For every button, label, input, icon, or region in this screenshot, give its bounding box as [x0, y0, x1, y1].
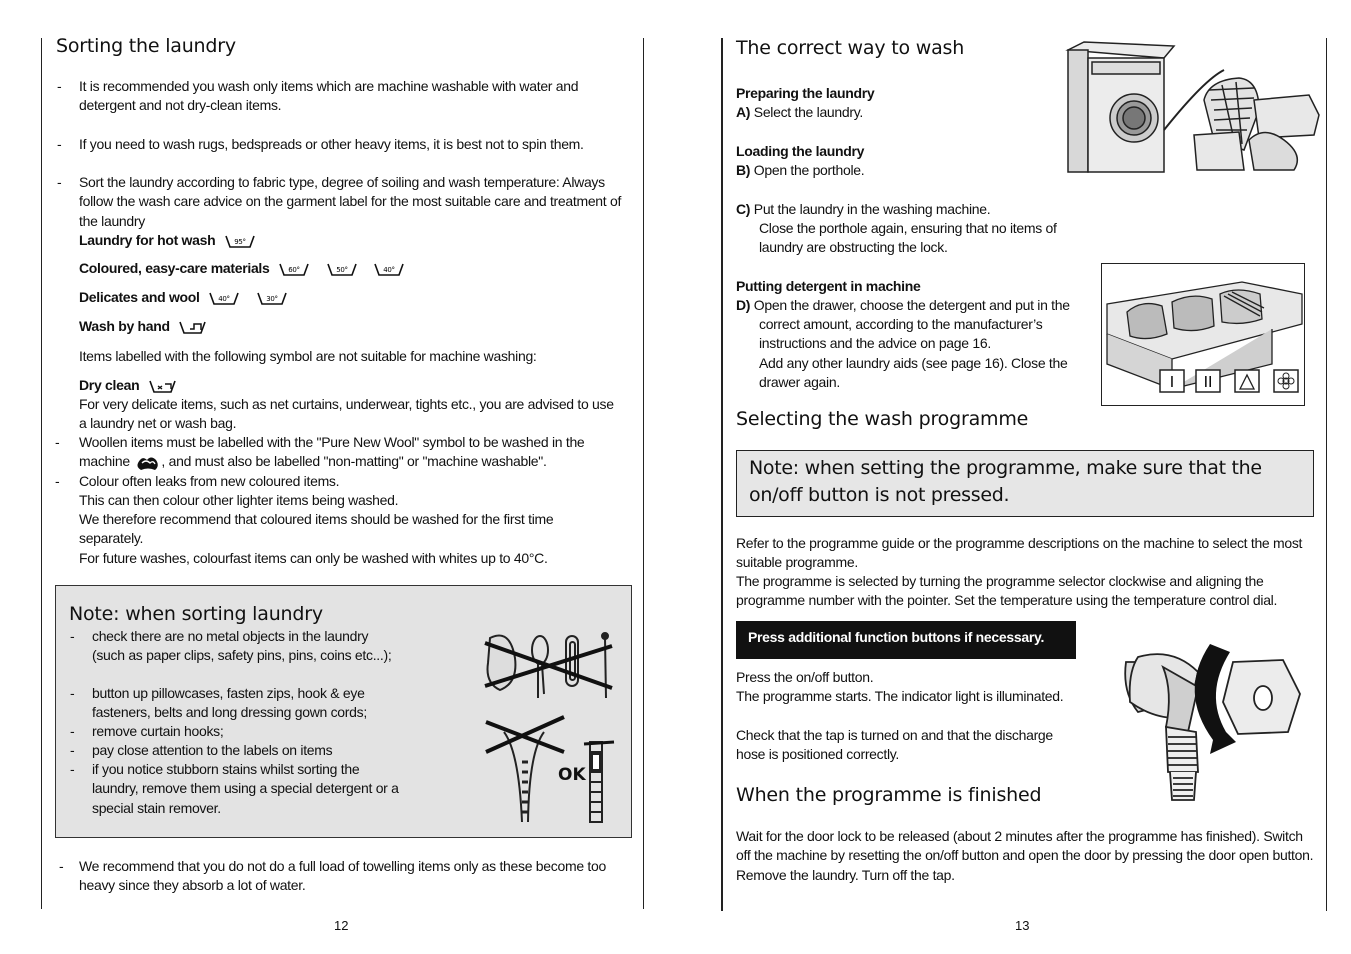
- bullet-heavy-items: If you need to wash rugs, bedspreads or other heavy items, it is best not to spin them.: [79, 136, 584, 152]
- woollen-text-a: Woollen items must be labelled with the "Pure New Wool" symbol to be washed in the machine: [79, 434, 585, 470]
- wash-tub-60-icon: [279, 261, 309, 277]
- svg-text:I: I: [1169, 373, 1175, 391]
- wash-tub-40-icon: [209, 290, 239, 306]
- bullet-dash: -: [70, 685, 75, 701]
- selector-text: The programme is selected by turning the programme selector clockwise and aligning the programme number with the pointer. Set the temperature using the temperature control dial.: [736, 573, 1278, 609]
- svg-text:30°: 30°: [266, 295, 278, 304]
- note-item-hooks: remove curtain hooks;: [92, 723, 224, 739]
- svg-text:60°: 60°: [288, 266, 300, 275]
- delicates-label: Delicates and wool: [79, 289, 200, 305]
- bullet-dash: -: [70, 723, 75, 739]
- bullet-dash: -: [59, 858, 64, 874]
- loading-heading: Loading the laundry: [736, 143, 865, 159]
- bullet-sort: Sort the laundry according to fabric type, degree of soiling and wash temperature: Always follow the wash care advice on the garment label for the most suitable care and treatment of the laundry: [79, 174, 622, 229]
- preparing-heading: Preparing the laundry: [736, 85, 875, 101]
- zip-illustration: [484, 712, 620, 826]
- hot-wash-label: Laundry for hot wash: [79, 232, 216, 248]
- hand-wash-icon: [179, 319, 207, 335]
- wash-tub-30-icon: [257, 290, 287, 306]
- refer-text: Refer to the programme guide or the programme descriptions on the machine to select the most suitable programme.: [736, 535, 1303, 571]
- towelling-text: We recommend that you do not do a full load of towelling items only as these become too heavy since they absorb a lot of water.: [79, 858, 606, 894]
- metal-objects-crossed-illustration: [480, 628, 620, 700]
- detergent-step-d-aids: Add any other laundry aids (see page 16). Close the drawer again.: [759, 355, 1068, 391]
- compartment-labels: [1158, 368, 1308, 398]
- bullet-washable: It is recommended you wash only items which are machine washable with water and detergent and not dry-clean items.: [79, 78, 579, 114]
- wool-symbol-icon: [136, 454, 160, 472]
- note-item-stains: if you notice stubborn stains whilst sorting the laundry, remove them using a special detergent or a special stain remover.: [92, 761, 399, 816]
- dry-clean-line: [79, 376, 177, 395]
- bullet-dash: -: [57, 174, 62, 190]
- step-c-text: Put the laundry in the washing machine.: [750, 201, 991, 217]
- loading-step-c: [736, 200, 990, 219]
- loading-step-c-continued: Close the porthole again, ensuring that no items of laundry are obstructing the lock.: [759, 220, 1057, 256]
- woollen-text: [79, 433, 624, 472]
- tap-illustration: [1118, 632, 1308, 804]
- bullet-dash: -: [55, 473, 60, 489]
- detergent-step-d-continued: correct amount, according to the manufacturer’s instructions and the advice on page 16.: [759, 316, 1043, 352]
- bullet-dash: -: [70, 742, 75, 758]
- note-item-buttons: button up pillowcases, fasten zips, hook & eye fasteners, belts and long dressing gown cords;: [92, 685, 367, 721]
- selecting-title: Selecting the wash programme: [736, 408, 1029, 430]
- detergent-drawer-illustration: [1101, 263, 1305, 406]
- svg-text:40°: 40°: [218, 295, 230, 304]
- right-center-rule: [721, 38, 723, 911]
- bullet-dash: -: [70, 761, 75, 777]
- delicates-line: [79, 288, 287, 307]
- press-onoff-text: Press the on/off button.: [736, 669, 874, 685]
- programme-starts-text: The programme starts. The indicator light is illuminated.: [736, 688, 1064, 704]
- right-margin-rule: [1326, 38, 1327, 911]
- colour-separate-text: We therefore recommend that coloured items should be washed for the first time separately.: [79, 511, 554, 547]
- wash-tub-40-icon: [374, 261, 404, 277]
- step-b-letter: B): [736, 162, 751, 178]
- bullet-dash: -: [70, 628, 75, 644]
- colour-future-text: For future washes, colourfast items can only be washed with whites up to 40°C.: [79, 550, 548, 566]
- left-center-rule: [643, 38, 644, 909]
- preparing-step-a: [736, 103, 863, 122]
- correct-way-title: The correct way to wash: [736, 37, 965, 59]
- step-a-text: Select the laundry.: [750, 104, 863, 120]
- step-a-letter: A): [736, 104, 751, 120]
- sorting-title: Sorting the laundry: [56, 35, 236, 57]
- note-programme-box: Note: when setting the programme, make sure that the on/off button is not pressed.: [736, 450, 1314, 517]
- coloured-line: [79, 259, 404, 278]
- detergent-heading: Putting detergent in machine: [736, 278, 921, 294]
- colour-other-text: This can then colour other lighter items being washed.: [79, 492, 399, 508]
- woollen-text-b: , and must also be labelled "non-matting" or "machine washable".: [161, 453, 547, 470]
- svg-text:II: II: [1203, 373, 1213, 391]
- page-number-left: 12: [334, 918, 349, 933]
- not-suitable-text: Items labelled with the following symbol are not suitable for machine washing:: [79, 348, 537, 364]
- hot-wash-line: [79, 231, 255, 250]
- hand-wash-line: [79, 317, 207, 336]
- wash-tub-50-icon: [327, 261, 357, 277]
- page-number-right: 13: [1015, 918, 1030, 933]
- delicate-items-text: For very delicate items, such as net curtains, underwear, tights etc., you are advised to use a laundry net or wash bag.: [79, 396, 614, 432]
- tap-check-text: Check that the tap is turned on and that the discharge hose is positioned correctly.: [736, 727, 1053, 763]
- washing-machine-illustration: [1064, 40, 1326, 180]
- step-d-text: Open the drawer, choose the detergent and put in the: [750, 297, 1070, 313]
- colour-leak-text: Colour often leaks from new coloured items.: [79, 473, 340, 489]
- detergent-step-d: [736, 296, 1070, 315]
- dry-clean-icon: [149, 378, 177, 394]
- ok-label: OK: [558, 765, 586, 785]
- svg-text:50°: 50°: [335, 266, 348, 275]
- svg-text:40°: 40°: [383, 266, 396, 275]
- step-b-text: Open the porthole.: [750, 162, 865, 178]
- bullet-dash: -: [57, 136, 62, 152]
- finished-text: Wait for the door lock to be released (about 2 minutes after the programme has finished). Switch off the machine by resetting the on/off button and open the door by pressing the door open button. Remove the laundry. Turn off the tap.: [736, 828, 1314, 883]
- note-item-labels: pay close attention to the labels on items: [92, 742, 333, 758]
- step-c-letter: C): [736, 201, 751, 217]
- finished-title: When the programme is finished: [736, 784, 1042, 806]
- bullet-dash: -: [57, 78, 62, 94]
- bullet-dash: -: [55, 434, 60, 450]
- hand-wash-label: Wash by hand: [79, 318, 170, 334]
- step-d-letter: D): [736, 297, 751, 313]
- loading-step-b: [736, 161, 864, 180]
- left-margin-rule: [41, 38, 42, 909]
- note-item-metal: check there are no metal objects in the laundry (such as paper clips, safety pins, pins, coins etc...);: [92, 628, 392, 664]
- wash-tub-95-icon: [225, 233, 255, 249]
- dry-clean-label: Dry clean: [79, 377, 140, 393]
- svg-text:95°: 95°: [234, 238, 246, 247]
- coloured-label: Coloured, easy-care materials: [79, 260, 270, 276]
- additional-buttons-bar: Press additional function buttons if necessary.: [736, 621, 1076, 659]
- note-sorting-title: Note: when sorting laundry: [69, 603, 323, 625]
